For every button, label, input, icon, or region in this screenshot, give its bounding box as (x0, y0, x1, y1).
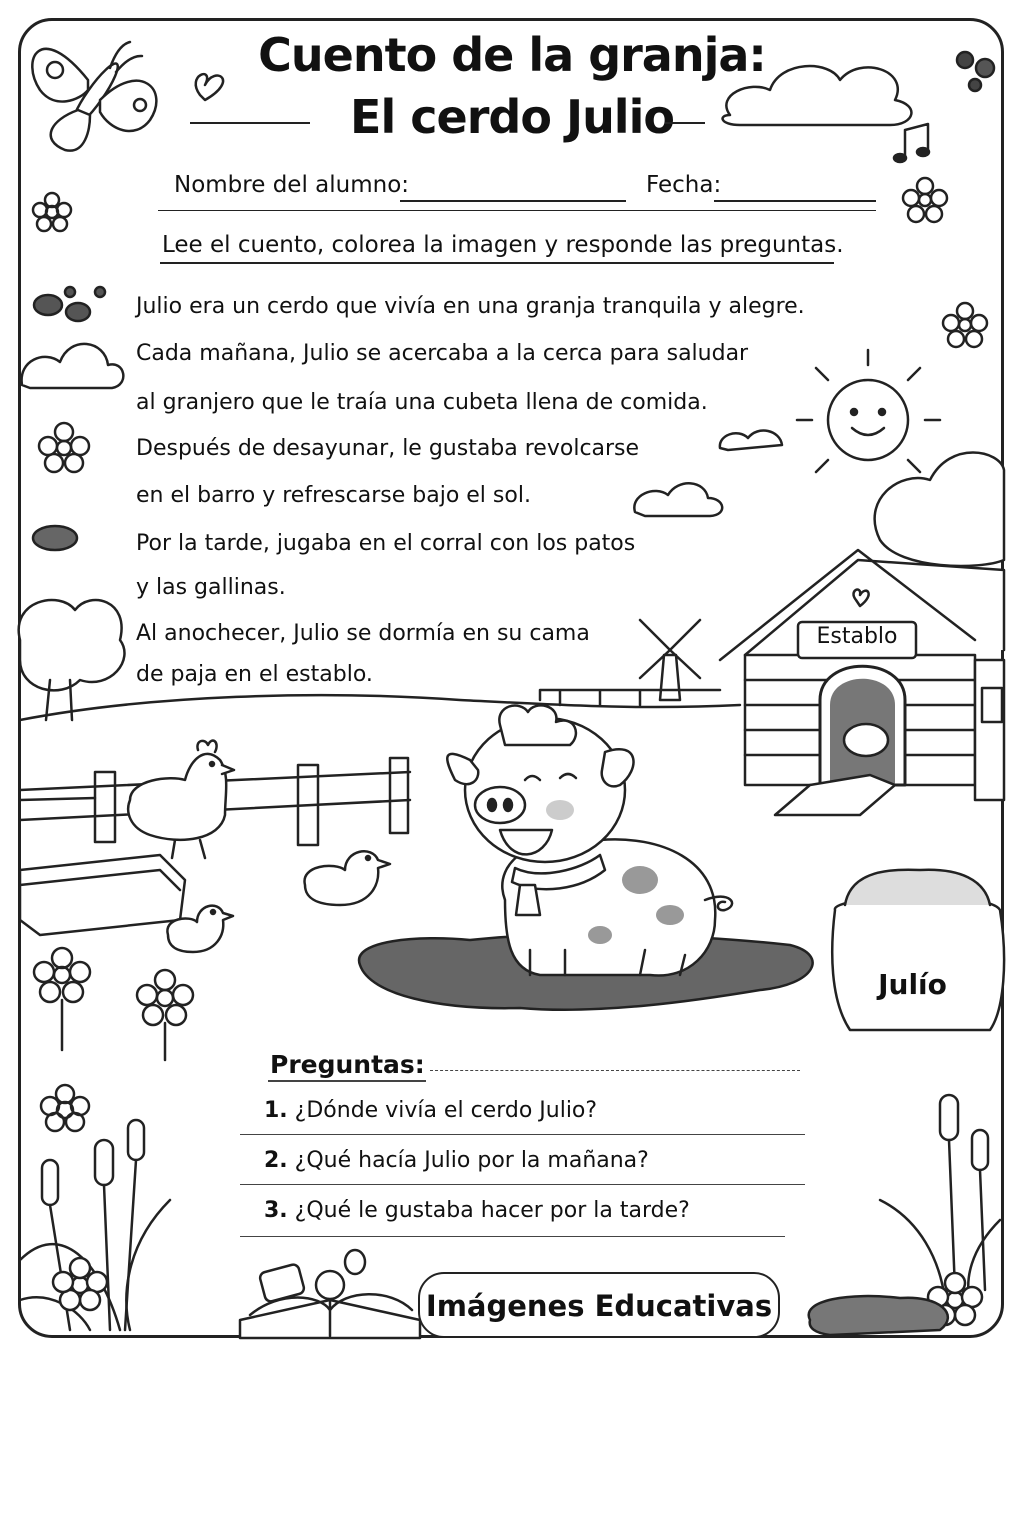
student-name-blank[interactable] (400, 200, 626, 202)
flower-icon (903, 178, 947, 222)
barn-illustration (720, 550, 1004, 815)
chicken-icon (128, 741, 234, 858)
page-title-line1: Cuento de la granja: (258, 28, 766, 82)
question-item (264, 1148, 649, 1173)
flower-icon (943, 303, 987, 347)
sun-icon (797, 350, 940, 472)
answer-line[interactable] (240, 1236, 785, 1237)
form-underline (158, 210, 876, 211)
date-label: Fecha: (646, 172, 722, 198)
cattail-plants (880, 1095, 1000, 1325)
story-line: Cada mañana, Julio se acercaba a la cerca para saludar (136, 341, 749, 366)
title-rule-right (665, 122, 705, 124)
story-line: de paja en el establo. (136, 662, 373, 687)
story-line: Julio era un cerdo que vivía en una granja tranquila y alegre. (136, 294, 805, 319)
tree-icon (875, 453, 1004, 566)
sack-label: Julío (878, 968, 947, 1001)
story-line: Al anochecer, Julio se dormía en su cama (136, 621, 590, 646)
question-number: 2. (264, 1148, 288, 1173)
pig-julio-illustration (447, 705, 732, 975)
question-number: 3. (264, 1198, 288, 1223)
instruction-text: Lee el cuento, colorea la imagen y responde las preguntas. (162, 232, 844, 258)
story-line: y las gallinas. (136, 575, 286, 600)
question-text: ¿Dónde vivía el cerdo Julio? (294, 1098, 598, 1123)
cloud-icon (720, 431, 782, 450)
story-line: en el barro y refrescarse bajo el sol. (136, 483, 531, 508)
page-title-line2: El cerdo Julio (350, 90, 674, 144)
windmill-icon (640, 620, 700, 700)
tree-icon (19, 600, 125, 720)
student-name-label: Nombre del alumno: (174, 172, 410, 198)
cloud-icon (22, 344, 124, 388)
date-blank[interactable] (714, 200, 876, 202)
question-text: ¿Qué hacía Julio por la mañana? (294, 1148, 649, 1173)
feed-sack-illustration (832, 870, 1004, 1030)
trough-icon (20, 855, 185, 935)
questions-heading: Preguntas: (270, 1050, 425, 1079)
cloud-icon (634, 483, 722, 516)
flower-icon (39, 423, 89, 472)
question-text: ¿Qué le gustaba hacer por la tarde? (294, 1198, 690, 1223)
story-line: Por la tarde, jugaba en el corral con los patos (136, 531, 636, 556)
flower-icon (33, 193, 71, 231)
brand-name: Imágenes Educativas (425, 1289, 773, 1323)
brand-banner (418, 1272, 780, 1338)
instruction-underline (160, 262, 834, 264)
open-book-icon (240, 1250, 420, 1338)
cattail-plants (20, 1085, 170, 1330)
question-item (264, 1098, 597, 1123)
barn-sign: Establo (816, 624, 898, 649)
title-rule-left (190, 122, 310, 124)
answer-line[interactable] (240, 1184, 805, 1185)
story-line: Después de desayunar, le gustaba revolcarse (136, 436, 640, 461)
question-number: 1. (264, 1098, 288, 1123)
question-item (264, 1198, 690, 1223)
questions-heading-rule (430, 1070, 800, 1071)
duck-icon (305, 851, 390, 905)
flower-icon (34, 948, 90, 1050)
story-line: al granjero que le traía una cubeta llena de comida. (136, 390, 708, 415)
flower-icon (137, 970, 193, 1060)
answer-line[interactable] (240, 1134, 805, 1135)
mud-puddle (809, 1296, 948, 1335)
questions-heading-underline (268, 1080, 426, 1082)
